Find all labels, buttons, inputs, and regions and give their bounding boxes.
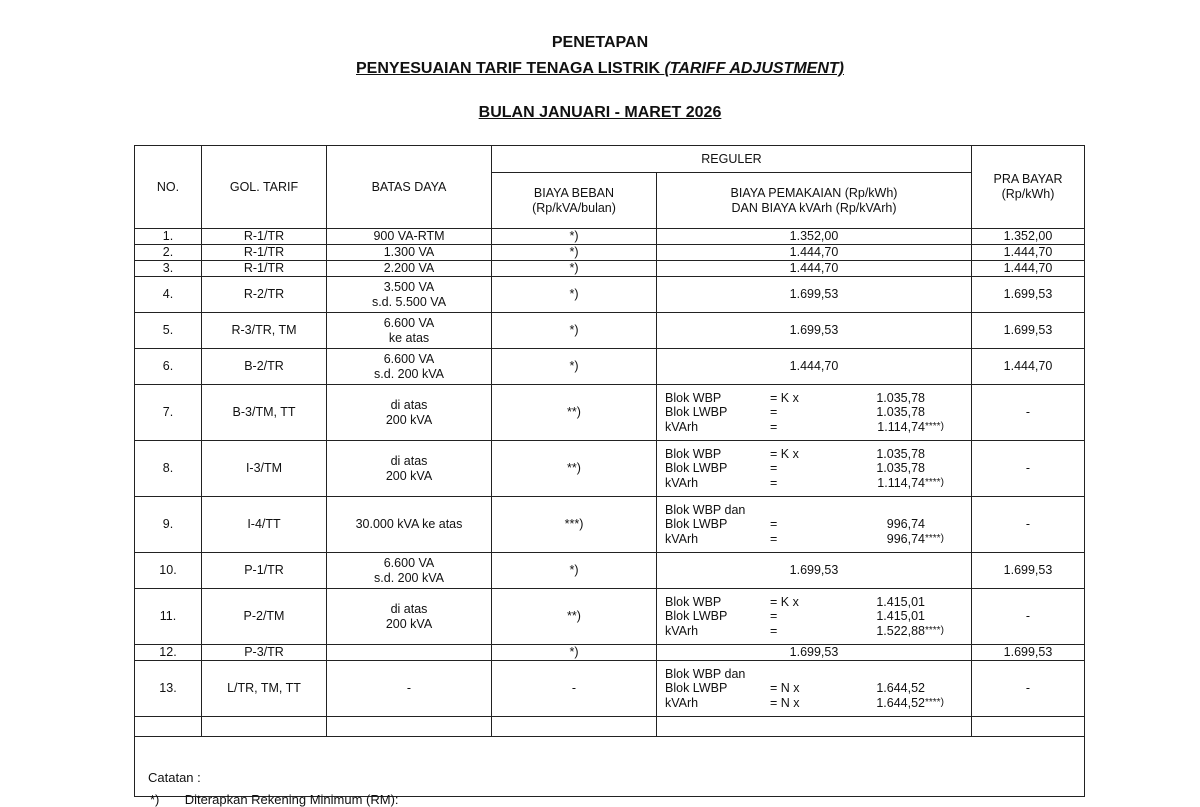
blok-label: kVArh — [665, 531, 699, 546]
blok-label: kVArh — [665, 695, 699, 710]
row-no: 2. — [135, 245, 202, 261]
blok-value — [830, 503, 925, 518]
batas-line-2: 200 kVA — [385, 412, 433, 427]
row-no: 1. — [135, 229, 202, 245]
blok-operator: = N x — [770, 695, 800, 710]
table-row — [135, 229, 1085, 245]
blok-operator: = — [770, 475, 778, 490]
batas-line-2: s.d. 200 kVA — [374, 570, 444, 585]
spacer-cell — [327, 717, 492, 737]
batas-line-1: di atas — [390, 601, 428, 616]
title-line-2 — [0, 60, 1200, 78]
blok-label: Blok WBP dan — [665, 666, 746, 681]
row-no: 12. — [135, 645, 202, 661]
title-italic: (TARIFF ADJUSTMENT) — [664, 60, 844, 77]
row-biaya-beban: *) — [492, 229, 657, 245]
row-gol-tarif: B-2/TR — [202, 349, 327, 385]
blok-value: 1.644,52 — [876, 681, 925, 696]
row-pra-bayar: - — [972, 661, 1085, 717]
row-no: 3. — [135, 261, 202, 277]
header-pra-bayar-1: PRA BAYAR — [993, 172, 1063, 186]
blok-value: 996,74 — [886, 517, 925, 532]
batas-line-1: 900 VA-RTM — [373, 229, 445, 243]
spacer-cell — [202, 717, 327, 737]
note-1-mark: *) — [150, 792, 160, 807]
row-no: 8. — [135, 441, 202, 497]
row-batas-daya — [327, 229, 492, 245]
blok-value: 1.644,52 — [876, 695, 925, 710]
row-gol-tarif: R-1/TR — [202, 229, 327, 245]
row-biaya-pemakaian: 1.699,53 — [657, 313, 972, 349]
blok-label: Blok WBP — [665, 390, 722, 405]
table-row — [135, 277, 1085, 313]
row-biaya-pemakaian — [657, 589, 972, 645]
blok-operator: = — [770, 623, 778, 638]
row-batas-daya — [327, 441, 492, 497]
blok-value: 1.415,01 — [876, 594, 925, 609]
row-no: 7. — [135, 385, 202, 441]
batas-line-1: - — [406, 681, 412, 695]
row-batas-daya — [327, 313, 492, 349]
blok-value: 1.035,78 — [876, 446, 925, 461]
table-row — [135, 645, 1085, 661]
row-batas-daya — [327, 277, 492, 313]
blok-note — [925, 391, 985, 406]
row-pra-bayar: - — [972, 385, 1085, 441]
row-gol-tarif: I-4/TT — [202, 497, 327, 553]
batas-line-1: 3.500 VA — [383, 279, 435, 294]
row-pra-bayar: 1.444,70 — [972, 261, 1085, 277]
batas-line-1: 6.600 VA — [383, 555, 435, 570]
row-no: 10. — [135, 553, 202, 589]
row-biaya-beban: *) — [492, 245, 657, 261]
blok-note — [925, 681, 985, 696]
row-gol-tarif: R-1/TR — [202, 245, 327, 261]
row-pra-bayar: 1.699,53 — [972, 277, 1085, 313]
header-pra-bayar-2: (Rp/kWh) — [1001, 187, 1055, 201]
row-no: 9. — [135, 497, 202, 553]
blok-value: 1.522,88 — [876, 623, 925, 638]
batas-line-2: s.d. 5.500 VA — [371, 294, 447, 309]
row-biaya-pemakaian — [657, 661, 972, 717]
blok-note: ****) — [925, 532, 944, 544]
row-batas-daya — [327, 645, 492, 661]
blok-value: 1.035,78 — [876, 390, 925, 405]
batas-line-1: di atas — [390, 453, 428, 468]
header-batas-daya: BATAS DAYA — [327, 146, 492, 229]
row-biaya-pemakaian: 1.444,70 — [657, 349, 972, 385]
blok-note — [925, 405, 985, 420]
row-pra-bayar: 1.352,00 — [972, 229, 1085, 245]
row-biaya-beban: *) — [492, 349, 657, 385]
blok-label: Blok LWBP — [665, 609, 728, 624]
blok-note — [925, 595, 985, 610]
blok-operator: = — [770, 531, 778, 546]
blok-grid — [661, 595, 967, 639]
batas-line-2: ke atas — [388, 330, 430, 345]
row-gol-tarif: P-1/TR — [202, 553, 327, 589]
row-biaya-beban: **) — [492, 385, 657, 441]
row-biaya-beban: *) — [492, 261, 657, 277]
row-batas-daya — [327, 245, 492, 261]
row-no: 13. — [135, 661, 202, 717]
row-biaya-pemakaian: 1.699,53 — [657, 553, 972, 589]
spacer-row — [135, 717, 1085, 737]
header-reguler: REGULER — [492, 146, 972, 173]
row-pra-bayar: 1.699,53 — [972, 553, 1085, 589]
batas-line-1: 6.600 VA — [383, 351, 435, 366]
table-row — [135, 261, 1085, 277]
row-pra-bayar: - — [972, 589, 1085, 645]
blok-label: Blok LWBP — [665, 405, 728, 420]
row-gol-tarif: P-2/TM — [202, 589, 327, 645]
blok-label: Blok WBP — [665, 594, 722, 609]
row-pra-bayar: 1.444,70 — [972, 349, 1085, 385]
row-pra-bayar: - — [972, 497, 1085, 553]
blok-label: Blok WBP — [665, 446, 722, 461]
table-row — [135, 661, 1085, 717]
blok-operator: = K x — [770, 594, 799, 609]
blok-note — [925, 447, 985, 462]
title-line-3: BULAN JANUARI - MARET 2026 — [478, 104, 722, 121]
row-batas-daya — [327, 661, 492, 717]
spacer-cell — [135, 717, 202, 737]
row-pra-bayar: 1.699,53 — [972, 645, 1085, 661]
blok-note — [925, 503, 985, 518]
row-gol-tarif: R-1/TR — [202, 261, 327, 277]
spacer-cell — [972, 717, 1085, 737]
row-gol-tarif: B-3/TM, TT — [202, 385, 327, 441]
row-gol-tarif: L/TR, TM, TT — [202, 661, 327, 717]
table-row — [135, 589, 1085, 645]
row-batas-daya — [327, 385, 492, 441]
row-biaya-beban: *) — [492, 277, 657, 313]
row-gol-tarif: R-3/TR, TM — [202, 313, 327, 349]
header-biaya-beban — [492, 173, 657, 229]
header-biaya-pemakaian — [657, 173, 972, 229]
header-pra-bayar — [972, 146, 1085, 229]
blok-grid — [661, 503, 967, 547]
row-no: 5. — [135, 313, 202, 349]
blok-operator — [770, 503, 830, 518]
row-pra-bayar: 1.444,70 — [972, 245, 1085, 261]
title-main: PENYESUAIAN TARIF TENAGA LISTRIK — [356, 60, 665, 77]
blok-note: ****) — [925, 476, 944, 488]
row-batas-daya — [327, 497, 492, 553]
blok-value: 1.114,74 — [877, 475, 925, 490]
blok-note — [925, 517, 985, 532]
header-no: NO. — [135, 146, 202, 229]
blok-value: 996,74 — [886, 531, 925, 546]
blok-note: ****) — [925, 624, 944, 636]
catatan-label: Catatan : — [148, 770, 201, 785]
table-row — [135, 349, 1085, 385]
header-pemakaian-1: BIAYA PEMAKAIAN (Rp/kWh) — [730, 185, 898, 200]
row-biaya-beban: - — [492, 661, 657, 717]
blok-operator: = K x — [770, 446, 799, 461]
blok-note — [925, 609, 985, 624]
blok-operator: = — [770, 609, 778, 624]
table-row — [135, 313, 1085, 349]
note-1-text: Diterapkan Rekening Minimum (RM): — [184, 792, 399, 807]
row-biaya-beban: *) — [492, 645, 657, 661]
row-biaya-beban: *) — [492, 553, 657, 589]
row-biaya-pemakaian: 1.444,70 — [657, 261, 972, 277]
blok-operator: = — [770, 461, 778, 476]
row-gol-tarif: R-2/TR — [202, 277, 327, 313]
blok-label: Blok LWBP — [665, 461, 728, 476]
blok-note: ****) — [925, 696, 944, 708]
row-pra-bayar: - — [972, 441, 1085, 497]
blok-operator: = — [770, 419, 778, 434]
notes-box — [135, 737, 1085, 797]
header-gol-tarif: GOL. TARIF — [202, 146, 327, 229]
blok-operator: = N x — [770, 681, 800, 696]
tariff-table — [134, 145, 1085, 797]
row-batas-daya — [327, 349, 492, 385]
blok-value: 1.035,78 — [876, 405, 925, 420]
row-biaya-pemakaian: 1.444,70 — [657, 245, 972, 261]
row-batas-daya — [327, 261, 492, 277]
header-pemakaian-2: DAN BIAYA kVArh (Rp/kVArh) — [731, 200, 897, 215]
blok-label: Blok LWBP — [665, 681, 728, 696]
blok-value: 1.035,78 — [876, 461, 925, 476]
blok-value: 1.415,01 — [876, 609, 925, 624]
row-biaya-pemakaian — [657, 441, 972, 497]
batas-line-2: 200 kVA — [385, 468, 433, 483]
blok-note — [925, 461, 985, 476]
header-beban-1: BIAYA BEBAN — [533, 185, 615, 200]
batas-line-2: 200 kVA — [385, 616, 433, 631]
blok-label: kVArh — [665, 475, 699, 490]
row-batas-daya — [327, 553, 492, 589]
table-row — [135, 553, 1085, 589]
blok-grid — [661, 447, 967, 491]
table-row — [135, 497, 1085, 553]
blok-grid — [661, 391, 967, 435]
blok-label: Blok LWBP — [665, 517, 728, 532]
batas-line-1: 30.000 kVA ke atas — [355, 517, 463, 531]
row-batas-daya — [327, 589, 492, 645]
blok-value: 1.114,74 — [877, 419, 925, 434]
tariff-table-body — [135, 229, 1085, 797]
row-no: 4. — [135, 277, 202, 313]
batas-line-1: di atas — [390, 397, 428, 412]
row-pra-bayar: 1.699,53 — [972, 313, 1085, 349]
row-biaya-pemakaian — [657, 385, 972, 441]
row-biaya-pemakaian: 1.699,53 — [657, 277, 972, 313]
row-biaya-beban: **) — [492, 589, 657, 645]
row-biaya-beban: **) — [492, 441, 657, 497]
spacer-cell — [657, 717, 972, 737]
blok-label: kVArh — [665, 419, 699, 434]
row-biaya-beban: ***) — [492, 497, 657, 553]
table-row — [135, 441, 1085, 497]
blok-label: Blok WBP dan — [665, 502, 746, 517]
blok-label: kVArh — [665, 623, 699, 638]
row-no: 6. — [135, 349, 202, 385]
header-beban-2: (Rp/kVA/bulan) — [532, 200, 616, 215]
batas-line-1: 1.300 VA — [383, 245, 435, 259]
batas-line-1: 6.600 VA — [383, 315, 435, 330]
row-gol-tarif: I-3/TM — [202, 441, 327, 497]
blok-operator — [770, 667, 830, 682]
row-biaya-pemakaian — [657, 497, 972, 553]
table-row — [135, 245, 1085, 261]
batas-line-2: s.d. 200 kVA — [374, 366, 444, 381]
batas-line-1: 2.200 VA — [383, 261, 435, 275]
spacer-cell — [492, 717, 657, 737]
blok-value — [830, 667, 925, 682]
table-row — [135, 385, 1085, 441]
blok-note: ****) — [925, 420, 944, 432]
row-gol-tarif: P-3/TR — [202, 645, 327, 661]
row-biaya-pemakaian: 1.699,53 — [657, 645, 972, 661]
blok-operator: = — [770, 405, 778, 420]
blok-note — [925, 667, 985, 682]
title-line-1: PENETAPAN — [551, 34, 649, 51]
row-biaya-pemakaian: 1.352,00 — [657, 229, 972, 245]
notes-cell — [135, 737, 1085, 797]
blok-grid — [661, 667, 967, 711]
blok-operator: = K x — [770, 390, 799, 405]
blok-operator: = — [770, 517, 778, 532]
row-biaya-beban: *) — [492, 313, 657, 349]
row-no: 11. — [135, 589, 202, 645]
